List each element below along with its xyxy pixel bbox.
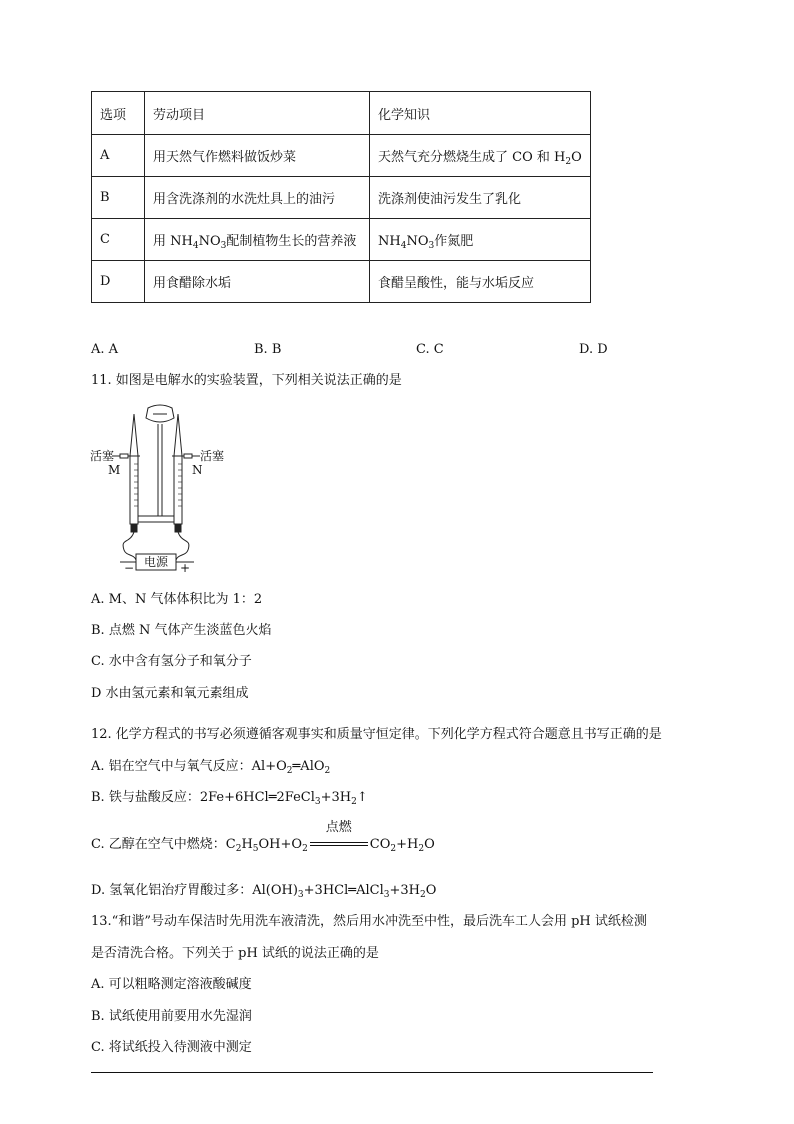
q12-option-b: B. 铁与盐酸反应：$2Fe+6HCl═2FeCl_3+3H_2↑$ [91, 790, 368, 807]
table-row [92, 261, 591, 303]
q13-option-a: A. 可以粗略测定溶液酸碱度 [91, 977, 252, 992]
options-table [91, 91, 591, 303]
q13-stem-line2: 是否清洗合格。下列关于 pH 试纸的说法正确的是 [91, 946, 379, 961]
table-cell-key: D [92, 261, 145, 303]
tube-n-label: N [192, 463, 203, 477]
table-cell-project: 用 $NH_4NO_3$配制植物生长的营养液 [145, 219, 370, 261]
table-header-cell: 劳动项目 [145, 92, 370, 135]
table-row [92, 219, 591, 261]
table-cell-knowledge: 洗涤剂使油污发生了乳化 [370, 177, 591, 219]
q13-option-b: B. 试纸使用前要用水先湿润 [91, 1009, 252, 1024]
left-valve-label: 活塞 [90, 449, 115, 463]
q10-option-b: B. B [254, 342, 282, 357]
q11-stem: 11. 如图是电解水的实验装置，下列相关说法正确的是 [91, 373, 402, 388]
table-cell-project: 用食醋除水垢 [145, 261, 370, 303]
table-header-cell: 化学知识 [370, 92, 591, 135]
table-cell-project: 用天然气作燃料做饭炒菜 [145, 135, 370, 177]
right-tube [174, 414, 182, 524]
right-valve-label: 活塞 [200, 449, 225, 463]
right-wire [176, 532, 189, 560]
q11-option-d: D 水由氢元素和氧元素组成 [91, 686, 249, 701]
reaction-condition: 点燃 [310, 838, 368, 852]
left-tube [130, 414, 138, 524]
table-cell-key: C [92, 219, 145, 261]
left-electrode [131, 524, 137, 532]
table-row [92, 135, 591, 177]
table-cell-knowledge: 食醋呈酸性，能与水垢反应 [370, 261, 591, 303]
power-label: 电源 [144, 555, 169, 569]
table-cell-knowledge: $NH_4NO_3$作氮肥 [370, 219, 591, 261]
q12-option-d: D. 氢氧化铝治疗胃酸过多：$Al(OH)_3+3HCl═AlCl_3+3H_2O$ [91, 883, 437, 900]
page-bottom-rule [91, 1072, 653, 1073]
table-cell-key: A [92, 135, 145, 177]
table-header-cell: 选项 [92, 92, 145, 135]
tube-m-label: M [108, 463, 121, 477]
table-cell-key: B [92, 177, 145, 219]
minus-sign: − [124, 561, 135, 575]
plus-sign: + [180, 561, 191, 575]
q11-option-a: A. M、N 气体体积比为 1：2 [91, 592, 263, 607]
q12-option-c: C. 乙醇在空气中燃烧：$C_2H_5OH+O_2$ 点燃 $CO_2+H_2O$ [91, 819, 435, 854]
q13-stem-line1: 13.“和谐”号动车保洁时先用洗车液清洗，然后用水冲洗至中性，最后洗车工人会用 pH 试纸检测 [91, 914, 647, 929]
left-valve [120, 454, 128, 458]
table-row [92, 177, 591, 219]
table-header-row [92, 92, 591, 135]
q12-option-a: A. 铝在空气中与氧气反应：$Al+O_2═AlO_2$ [91, 759, 331, 776]
right-electrode [175, 524, 181, 532]
q10-option-c: C. C [416, 342, 444, 357]
q11-option-c: C. 水中含有氢分子和氧分子 [91, 654, 252, 669]
electrolysis-apparatus-diagram [90, 404, 230, 580]
q12-stem: 12. 化学方程式的书写必须遵循客观事实和质量守恒定律。下列化学方程式符合题意且书写正确的是 [91, 727, 662, 742]
q13-option-c: C. 将试纸投入待测液中测定 [91, 1040, 252, 1055]
q11-option-b: B. 点燃 N 气体产生淡蓝色火焰 [91, 623, 272, 638]
q10-option-d: D. D [579, 342, 608, 357]
table-cell-project: 用含洗涤剂的水洗灶具上的油污 [145, 177, 370, 219]
left-wire [123, 532, 136, 560]
right-valve [184, 454, 192, 458]
table-cell-knowledge: 天然气充分燃烧生成了 CO 和 $H_2O$ [370, 135, 591, 177]
q10-option-a: A. A [91, 342, 119, 357]
